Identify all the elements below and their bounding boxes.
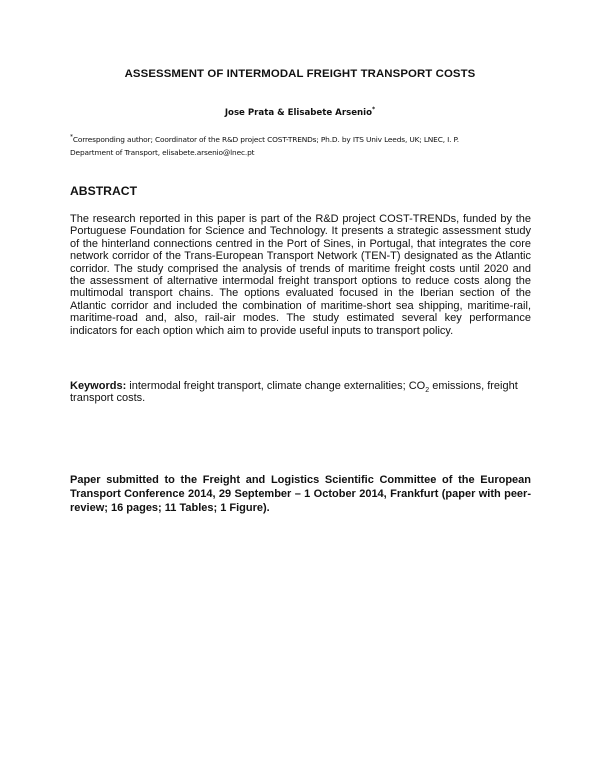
paper-title: ASSESSMENT OF INTERMODAL FREIGHT TRANSPORT COSTS [124, 68, 476, 80]
keywords-text-start: intermodal freight transport, climate change externalities; CO [126, 380, 426, 392]
co2-subscript: 2 [425, 387, 430, 395]
author-footnote [70, 133, 540, 159]
keywords-text-end: emissions, freight transport costs. [70, 380, 518, 405]
footnote-text-1: Corresponding author; Coordinator of the R&D project COST-TRENDs; Ph.D. by ITS Univ Leeds, UK; LNEC, I. P. [72, 135, 459, 144]
keywords-label: Keywords: [70, 380, 127, 392]
abstract-body: The research reported in this paper is part of the R&D project COST-TRENDs, funded by the Portuguese Foundation for Science and Technology. It presents a strategic assessment study of the hinterland connections centred in the Port of Sines, in Portugal, that integrates the core network corridor of the Trans-European Transport Network (TEN-T) designated as the Atlantic corridor. The study comprised the analysis of trends of maritime freight costs until 2020 and the assessment of alternative intermodal freight transport options to reduce costs along the multimodal transport chains. The options evaluated focused in the Iberian section of the Atlantic corridor and included the combination of maritime-short sea shipping, maritime-rail, maritime-road and, also, rail-air modes. The study estimated several key performance indicators for each option which aim to provide useful inputs to transport policy. [70, 213, 531, 337]
author-footnote-marker: * [372, 106, 376, 114]
keywords-paragraph [70, 380, 531, 405]
footnote-line-1 [70, 133, 540, 146]
footnote-line-2: Department of Transport, elisabete.arsenio@lnec.pt [70, 148, 255, 157]
abstract-heading: ABSTRACT [70, 184, 138, 198]
author-names: Jose Prata & Elisabete Arsenio [224, 108, 372, 118]
submission-note: Paper submitted to the Freight and Logistics Scientific Committee of the European Transport Conference 2014, 29 September – 1 October 2014, Frankfurt (paper with peer-review; 16 pages; 11 Tables; 1 Figure). [70, 474, 531, 514]
footnote-marker: * [70, 133, 73, 141]
paper-authors [0, 108, 600, 118]
